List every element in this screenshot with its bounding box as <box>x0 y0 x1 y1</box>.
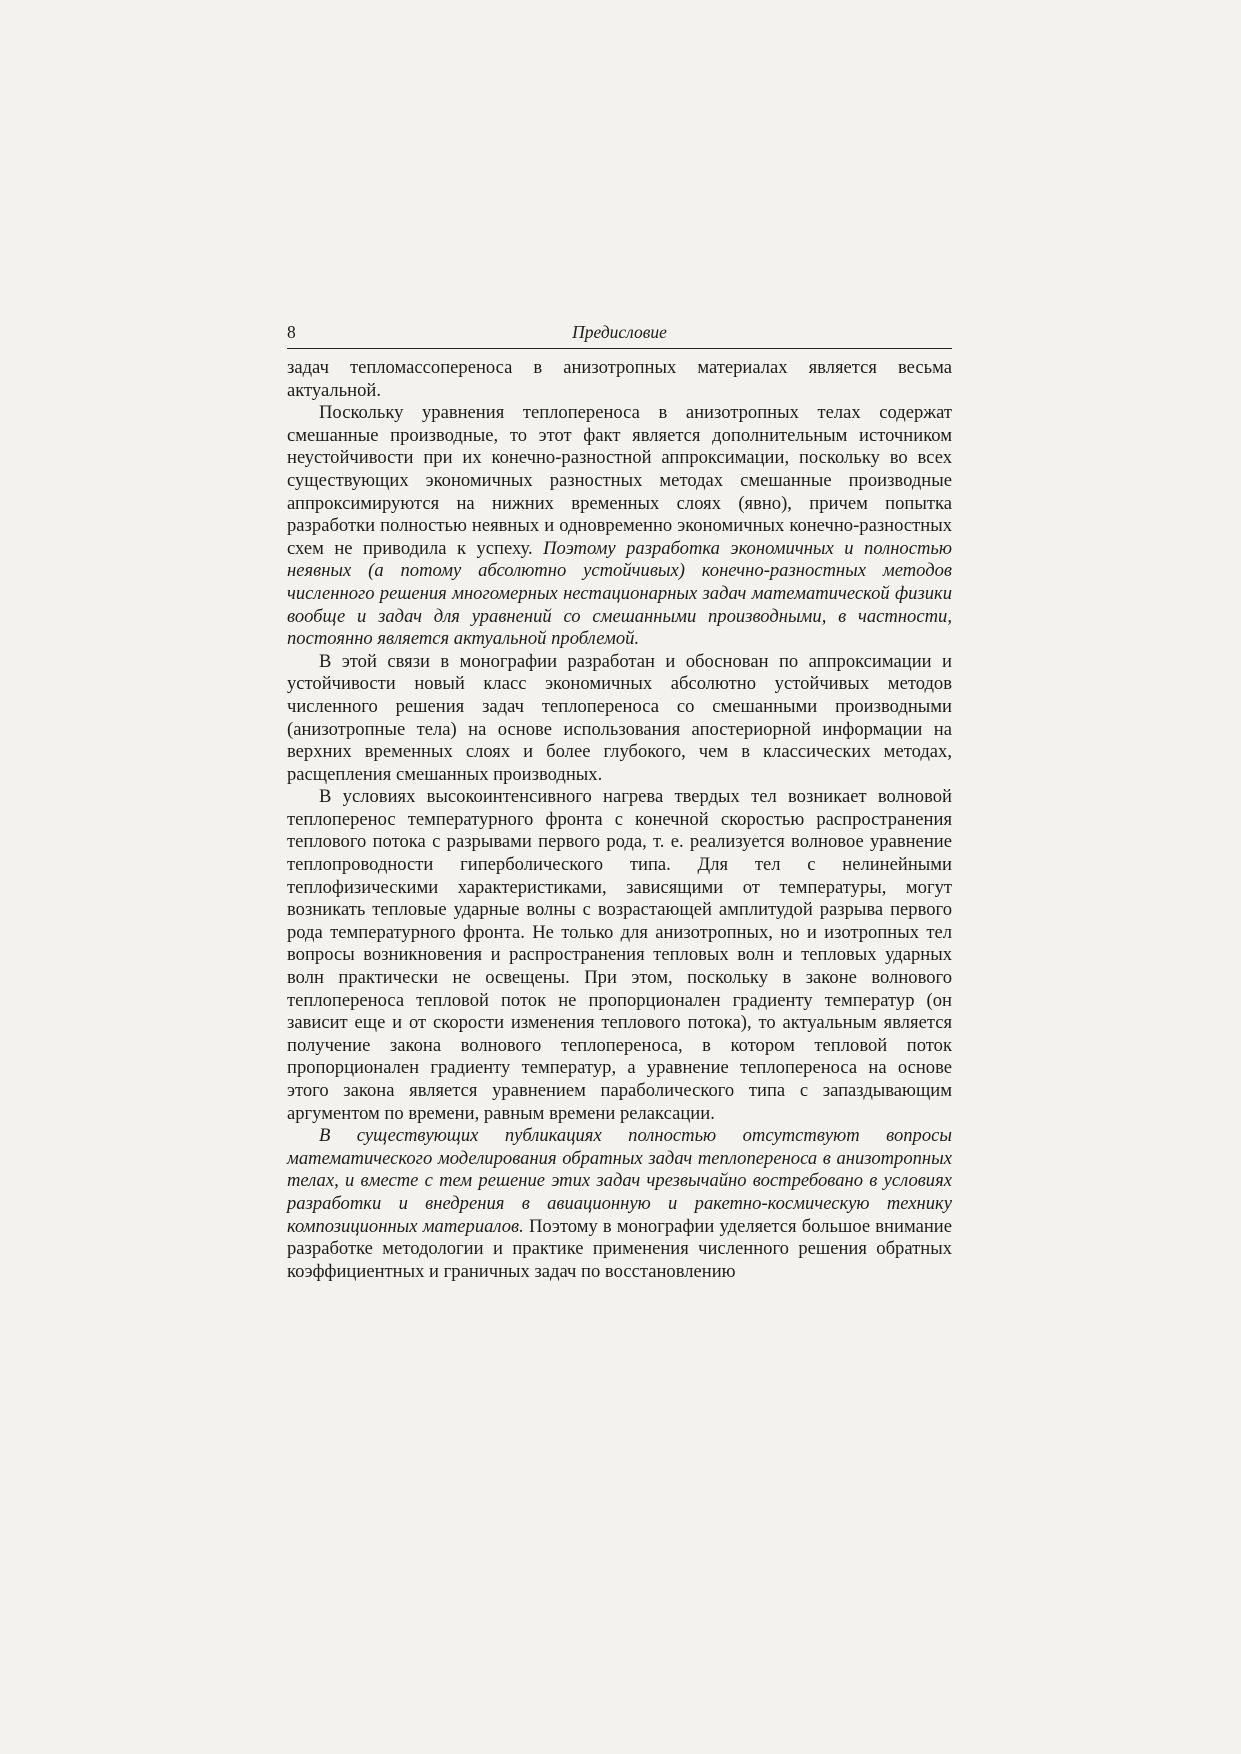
paragraph-2-emphasis: Поэтому разработка экономичных и полностью неявных (а потому абсолютно устойчивых) конечно-разностных методов численного решения многомерных нестационарных задач математической физики вообще и задач для уравнений со смешанными производными, в частности, постоянно является актуальной проблемой. <box>287 537 952 650</box>
paragraph-4-text: В условиях высокоинтенсивного нагрева твердых тел возникает волновой теплоперенос температурного фронта с конечной скоростью распространения теплового потока с разрывами первого рода, т. е. реализуется волновое уравнение теплопроводности гиперболического типа. Для тел с нелинейными теплофизическими характеристиками, зависящими от температуры, могут возникать тепловые ударные волны с возрастающей амплитудой разрыва первого рода температурного фронта. Не только для анизотропных, но и изотропных тел вопросы возникновения и распространения тепловых волн и тепловых ударных волн практически не освещены. При этом, поскольку в законе волнового теплопереноса тепловой поток не пропорционален градиенту температур (он зависит еще и от скорости изменения теплового потока), то актуальным является получение закона волнового теплопереноса, в котором тепловой поток пропорционален градиенту температур, а уравнение теплопереноса на основе этого закона является уравнением параболического типа с запаздывающим аргументом по времени, равным времени релаксации. <box>287 786 952 1124</box>
paragraph-3 <box>287 651 952 787</box>
paragraph-5-emphasis: В существующих публикациях полностью отсутствуют вопросы математического моделирования обратных задач теплопереноса в анизотропных телах, и вместе с тем решение этих задач чрезвычайно востребовано в условиях разработки и внедрения в авиационную и ракетно-космическую технику композиционных материалов. <box>287 1125 952 1237</box>
paragraph-2-text: Поскольку уравнения теплопереноса в анизотропных телах содержат смешанные производные, то этот факт является дополнительным источником неустойчивости при их конечно-разностной аппроксимации, поскольку во всех существующих экономичных разностных методах смешанные производные аппроксимируются на нижних временных слоях (явно), причем попытка разработки полностью неявных и одновременно экономичных конечно-разностных схем не приводила к успеху. <box>287 402 952 559</box>
book-page <box>287 318 952 1283</box>
body-text <box>287 357 952 1283</box>
paragraph-1-text: задач тепломассопереноса в анизотропных материалах является весьма актуальной. <box>287 357 952 401</box>
running-head <box>287 318 952 349</box>
running-title: Предисловие <box>572 322 667 342</box>
paragraph-5 <box>287 1125 952 1283</box>
paragraph-4 <box>287 786 952 1125</box>
paragraph-5-text: Поэтому в монографии уделяется большое внимание разработке методологии и практике применения численного решения обратных коэффициентных и граничных задач по восстановлению <box>287 1215 952 1282</box>
page-number: 8 <box>287 322 296 342</box>
paragraph-3-text: В этой связи в монографии разработан и обоснован по аппроксимации и устойчивости новый класс экономичных абсолютно устойчивых методов численного решения задач теплопереноса со смешанными производными (анизотропные тела) на основе использования апостериорной информации на верхних временных слоях и более глубокого, чем в классических методах, расщепления смешанных производных. <box>287 650 952 785</box>
paragraph-2 <box>287 402 952 651</box>
paragraph-1 <box>287 357 952 402</box>
